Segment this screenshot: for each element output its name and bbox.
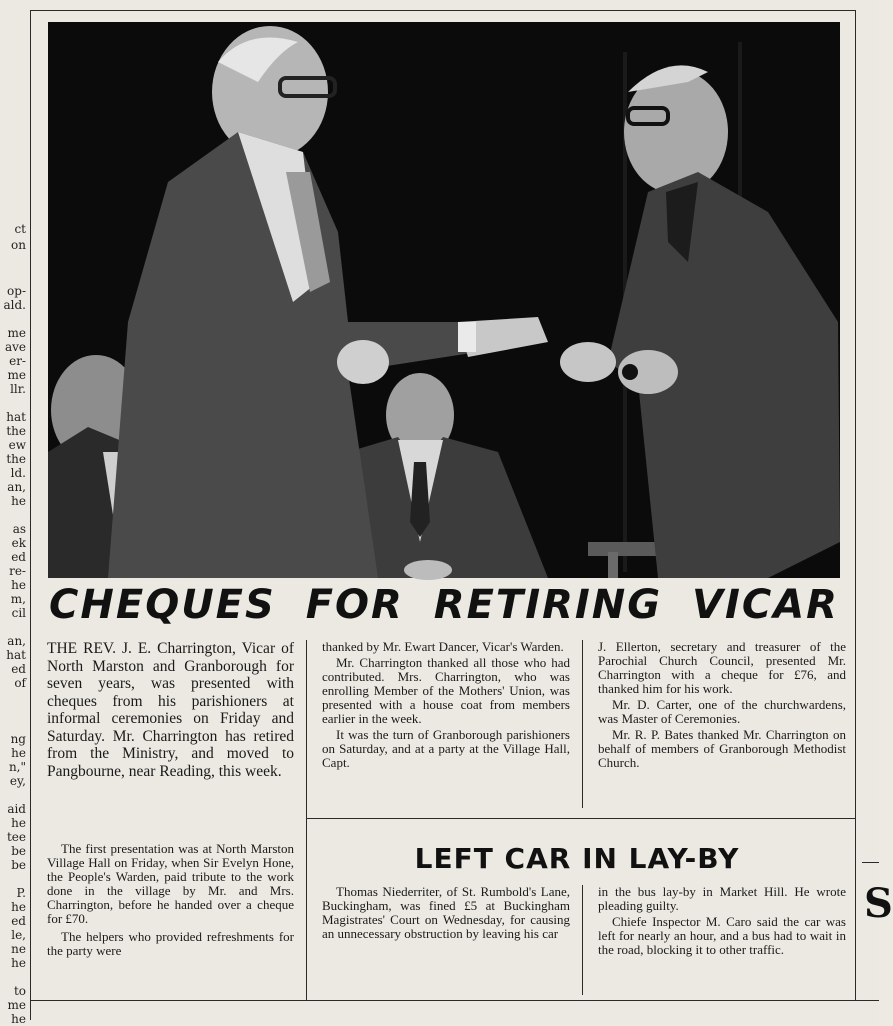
margin-fragment: as bbox=[12, 522, 26, 536]
margin-fragment: ey, bbox=[9, 774, 26, 788]
article1-lead-paragraph bbox=[47, 640, 294, 782]
margin-fragment: ng bbox=[10, 732, 26, 746]
margin-fragment: m, bbox=[10, 592, 26, 606]
lead-text: THE REV. J. E. Charrington, Vicar of North Marston and Granborough for seven years, was presented with cheques from his parishioners at informal ceremonies on Friday and Saturday. Mr. Charrington has retired from the Ministry, and moved to Pangbourne, near Reading, this week. bbox=[47, 640, 294, 780]
adjacent-headline-fragment: S bbox=[864, 880, 893, 927]
margin-fragment: me bbox=[7, 326, 26, 340]
margin-fragment: on bbox=[11, 238, 26, 252]
margin-fragment: ed bbox=[11, 662, 26, 676]
side-rule bbox=[862, 862, 879, 863]
margin-fragment: be bbox=[11, 858, 26, 872]
article1-column-1 bbox=[47, 842, 294, 960]
paragraph: The first presentation was at North Marston Village Hall on Friday, when Sir Evelyn Hone, the People's Warden, paid tribute to the work done in the village by Mr. and Mrs. Charrington, before he handed over a cheque for £70. bbox=[47, 841, 294, 926]
headline-left-car-in-lay-by: LEFT CAR IN LAY-BY bbox=[414, 842, 740, 875]
article2-column-2 bbox=[598, 885, 846, 959]
margin-fragment: me bbox=[7, 998, 26, 1012]
margin-fragment: P. bbox=[16, 886, 26, 900]
margin-fragment: ew bbox=[8, 438, 26, 452]
article-separator-rule bbox=[306, 818, 856, 819]
paragraph: It was the turn of Granborough parishioners on Saturday, and at a party at the Village Hall, Capt. bbox=[322, 727, 570, 770]
margin-fragment: ave bbox=[4, 340, 26, 354]
margin-fragment: op- bbox=[7, 284, 26, 298]
margin-fragment: he bbox=[11, 956, 26, 970]
paragraph: thanked by Mr. Ewart Dancer, Vicar's Warden. bbox=[322, 639, 564, 654]
column-rule-right bbox=[855, 10, 856, 1000]
paragraph: The helpers who provided refreshments for the party were bbox=[47, 929, 294, 958]
article1-column-3 bbox=[598, 640, 846, 772]
paragraph: in the bus lay-by in Market Hill. He wrote pleading guilty. bbox=[598, 884, 846, 913]
margin-fragment: ne bbox=[11, 942, 26, 956]
article1-column-2 bbox=[322, 640, 570, 772]
margin-fragment: er- bbox=[9, 354, 26, 368]
paragraph: Mr. D. Carter, one of the churchwardens, was Master of Ceremonies. bbox=[598, 697, 846, 726]
margin-fragment: he bbox=[11, 746, 26, 760]
paragraph: Thomas Niederriter, of St. Rumbold's Lane, Buckingham, was fined £5 at Buckingham Magistrates' Court on Wednesday, for causing an unnecessary obstruction by leaving his car bbox=[322, 884, 570, 941]
margin-fragment: he bbox=[11, 494, 26, 508]
margin-fragment: he bbox=[11, 900, 26, 914]
margin-fragment: re- bbox=[9, 564, 26, 578]
margin-fragment: to bbox=[13, 984, 26, 998]
margin-fragment: the bbox=[6, 452, 26, 466]
margin-fragment: he bbox=[11, 578, 26, 592]
margin-fragment: cil bbox=[11, 606, 26, 620]
margin-fragment: the bbox=[6, 424, 26, 438]
photo-illustration bbox=[48, 22, 840, 578]
margin-fragment: hat bbox=[6, 410, 26, 424]
margin-fragment: ed bbox=[11, 914, 26, 928]
margin-fragment: tee bbox=[6, 830, 26, 844]
headline-cheques-for-retiring-vicar: CHEQUES FOR RETIRING VICAR bbox=[49, 582, 839, 628]
margin-fragment: ct bbox=[14, 222, 26, 236]
margin-fragment: ek bbox=[11, 536, 26, 550]
margin-fragment: ld. bbox=[10, 466, 26, 480]
bottom-rule bbox=[30, 1000, 879, 1001]
paragraph: Mr. Charrington thanked all those who had contributed. Mrs. Charrington, who was enrolling Member of the Mothers' Union, was presented with a house coat from members earlier in the week. bbox=[322, 655, 570, 726]
top-rule bbox=[30, 10, 856, 11]
margin-fragment: le, bbox=[11, 928, 26, 942]
paragraph: Chiefe Inspector M. Caro said the car was left for nearly an hour, and a bus had to wait in the road, blocking it to other traffic. bbox=[598, 914, 846, 957]
paragraph: J. Ellerton, secretary and treasurer of the Parochial Church Council, presented Mr. Charrington with a cheque for £76, and thanked him for his work. bbox=[598, 639, 846, 696]
column-rule bbox=[582, 640, 583, 808]
paragraph: Mr. R. P. Bates thanked Mr. Charrington on behalf of members of Granborough Methodist Church. bbox=[598, 727, 846, 770]
margin-fragment: of bbox=[14, 676, 26, 690]
margin-fragment: me bbox=[7, 368, 26, 382]
margin-fragment: aid bbox=[7, 802, 26, 816]
margin-fragment: llr. bbox=[10, 382, 26, 396]
margin-fragment: an, bbox=[7, 480, 26, 494]
margin-fragment: he bbox=[11, 1012, 26, 1026]
margin-fragment: he bbox=[11, 816, 26, 830]
margin-fragment: n," bbox=[8, 760, 26, 774]
column-rule bbox=[306, 640, 307, 1000]
column-rule-left bbox=[30, 10, 31, 1020]
margin-fragment: ed bbox=[11, 550, 26, 564]
margin-fragment: hat bbox=[6, 648, 26, 662]
margin-fragment: be bbox=[11, 844, 26, 858]
column-rule bbox=[582, 885, 583, 995]
article2-column-1 bbox=[322, 885, 570, 943]
margin-fragment: ald. bbox=[3, 298, 26, 312]
margin-fragment: an, bbox=[7, 634, 26, 648]
news-photograph bbox=[48, 22, 840, 578]
